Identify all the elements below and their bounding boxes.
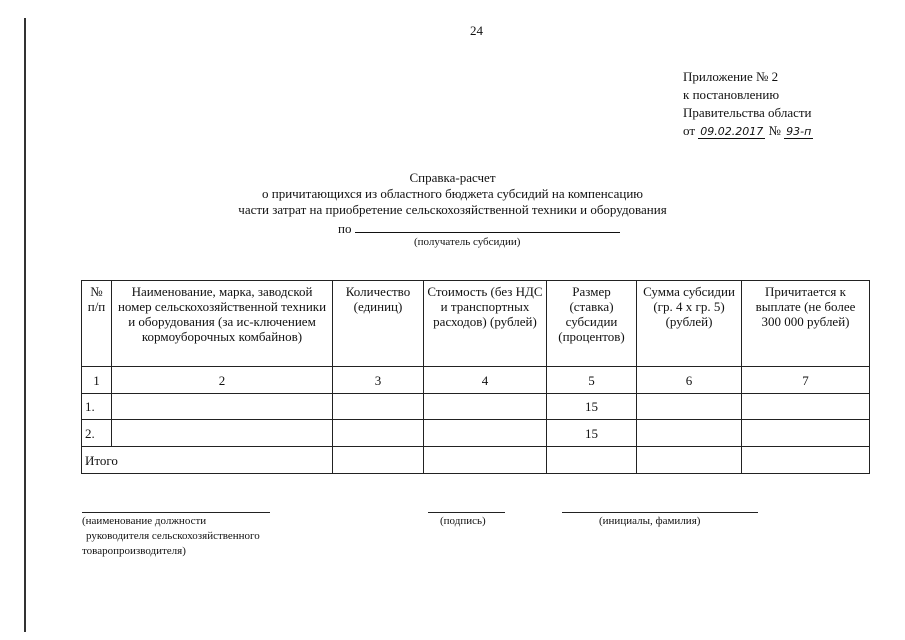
header-quantity: Количество (единиц) [333, 281, 424, 367]
position-caption [82, 514, 260, 559]
appendix-date-line [683, 122, 813, 141]
row-name-cell[interactable] [112, 394, 333, 420]
header-payable: Причитается к выплате (не более 300 000 рублей) [742, 281, 870, 367]
row-cost-cell[interactable] [424, 420, 547, 447]
subsidy-table [81, 280, 870, 474]
header-cost: Стоимость (без НДС и транспортных расходов) (рублей) [424, 281, 547, 367]
row-quantity-cell[interactable] [333, 394, 424, 420]
total-payable-cell[interactable] [742, 447, 870, 474]
position-signature-line [82, 512, 270, 513]
total-rate-cell [547, 447, 637, 474]
column-number: 2 [112, 367, 333, 394]
number-prefix: № [768, 123, 781, 138]
row-name-cell[interactable] [112, 420, 333, 447]
row-rate-cell: 15 [547, 394, 637, 420]
header-sum: Сумма субсидии (гр. 4 х гр. 5) (рублей) [637, 281, 742, 367]
position-caption-line-1: (наименование должности [82, 515, 207, 527]
total-sum-cell[interactable] [637, 447, 742, 474]
recipient-label: по [338, 221, 352, 236]
appendix-line-1: Приложение № 2 [683, 69, 779, 84]
position-caption-line-3: товаропроизводителя) [82, 545, 186, 557]
row-cost-cell[interactable] [424, 394, 547, 420]
signature-line [428, 512, 505, 513]
title-line-2: о причитающихся из областного бюджета субсидий на компенсацию [261, 186, 644, 201]
handwritten-date: 09.02.2017 [700, 125, 764, 138]
recipient-line [338, 220, 620, 237]
column-number: 6 [637, 367, 742, 394]
page-left-border [24, 18, 26, 632]
initials-caption: (инициалы, фамилия) [599, 515, 701, 527]
column-number: 5 [547, 367, 637, 394]
row-sum-cell[interactable] [637, 420, 742, 447]
page-number: 24 [470, 23, 483, 38]
recipient-caption: (получатель субсидии) [414, 236, 521, 248]
initials-signature-line [562, 512, 758, 513]
total-label: Итого [82, 447, 333, 474]
column-number: 1 [82, 367, 112, 394]
row-sum-cell[interactable] [637, 394, 742, 420]
title-line-1: Справка-расчет [409, 170, 496, 185]
date-prefix: от [683, 123, 696, 138]
total-row [82, 447, 870, 474]
table-header-row [82, 281, 870, 367]
row-index: 2. [82, 420, 112, 447]
appendix-block [683, 68, 813, 141]
header-rate: Размер (ставка) субсидии (процентов) [547, 281, 637, 367]
column-number: 3 [333, 367, 424, 394]
row-payable-cell[interactable] [742, 420, 870, 447]
row-payable-cell[interactable] [742, 394, 870, 420]
column-number: 7 [742, 367, 870, 394]
handwritten-number: 93-п [786, 125, 812, 138]
column-number-row [82, 367, 870, 394]
total-cost-cell[interactable] [424, 447, 547, 474]
column-number: 4 [424, 367, 547, 394]
row-rate-cell: 15 [547, 420, 637, 447]
row-index: 1. [82, 394, 112, 420]
total-quantity-cell[interactable] [333, 447, 424, 474]
appendix-line-2: к постановлению [683, 87, 780, 102]
title-line-3: части затрат на приобретение сельскохозяйственной техники и оборудования [238, 202, 667, 217]
signature-caption: (подпись) [440, 515, 486, 527]
table-row [82, 394, 870, 420]
position-caption-line-2: руководителя сельскохозяйственного [86, 530, 260, 542]
row-quantity-cell[interactable] [333, 420, 424, 447]
header-index: № п/п [82, 281, 112, 367]
document-title [0, 170, 905, 218]
recipient-blank [355, 220, 620, 233]
table-row [82, 420, 870, 447]
appendix-line-3: Правительства области [683, 105, 812, 120]
header-name: Наименование, марка, заводской номер сельскохозяйственной техники и оборудования (за ис-ключением кормоуборочных комбайнов) [112, 281, 333, 367]
